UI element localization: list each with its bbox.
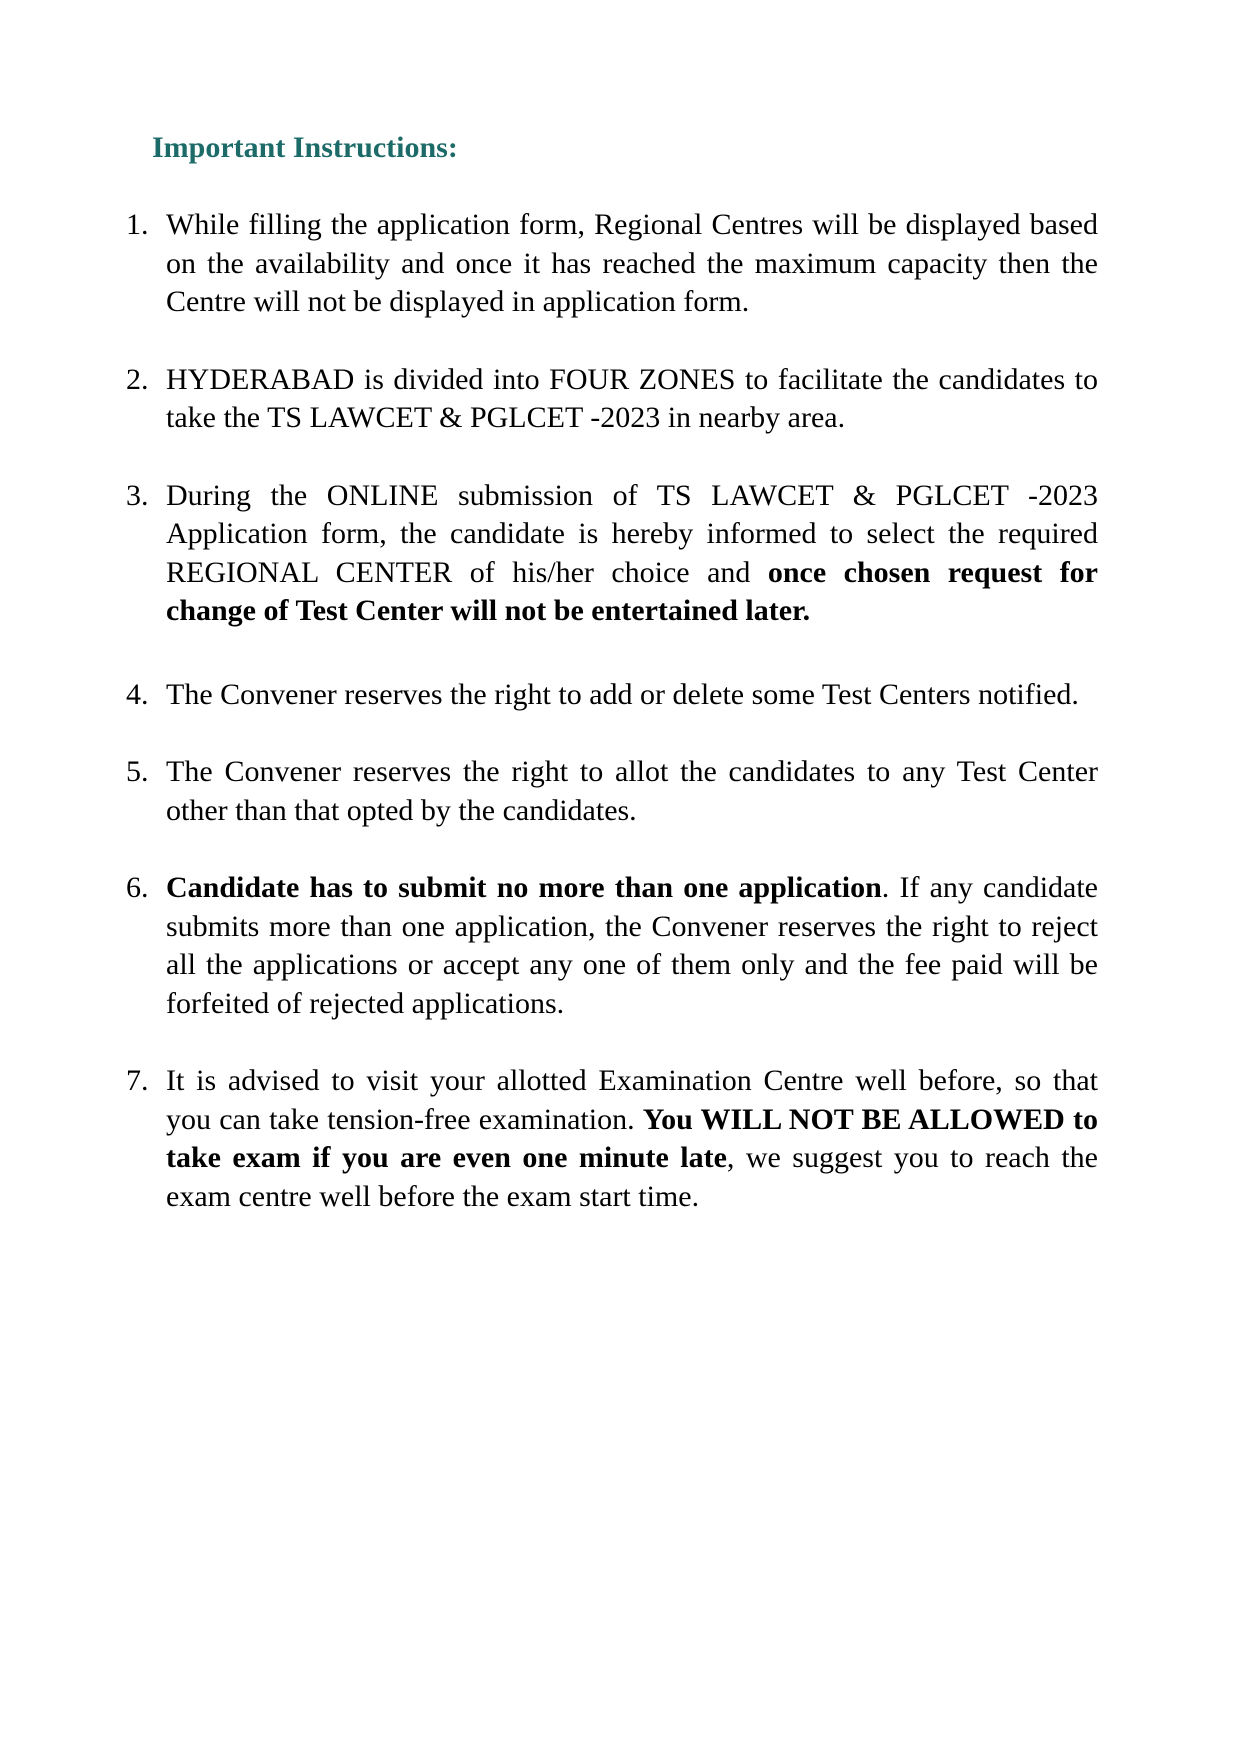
item-text	[166, 1062, 1098, 1216]
item-number: 1.	[126, 208, 149, 241]
instruction-item	[126, 869, 1098, 1023]
instruction-item	[126, 1062, 1098, 1216]
bold-text-run: Candidate has to submit no more than one application	[166, 871, 882, 904]
bold-text-run: You WILL NOT BE ALLOWED to take exam if you are even one minute late	[166, 1102, 1098, 1174]
instruction-item	[126, 753, 1098, 830]
text-run: While filling the application form, Regional Centres will be displayed based on the availability and once it has reached the maximum capacity then the Centre will not be displayed in application form.	[166, 208, 1098, 318]
instruction-list	[126, 206, 1098, 1216]
instruction-item	[126, 361, 1098, 438]
text-run: It is advised to visit your allotted Examination Centre well before, so that you can take tension-free examination.	[166, 1064, 1098, 1136]
item-text	[166, 869, 1098, 1023]
instruction-item	[126, 676, 1098, 715]
item-text	[166, 477, 1098, 631]
item-number: 6.	[126, 871, 149, 904]
item-text	[166, 206, 1098, 322]
instruction-item	[126, 477, 1098, 631]
item-text	[166, 361, 1098, 438]
item-number: 5.	[126, 755, 149, 788]
item-text	[166, 676, 1098, 715]
item-text	[166, 753, 1098, 830]
text-run: . If any candidate submits more than one application, the Convener reserves the right to reject all the applications or accept any one of them only and the fee paid will be forfeited of rejected applications.	[166, 871, 1098, 1020]
text-run: The Convener reserves the right to add or delete some Test Centers notified.	[166, 677, 1079, 711]
text-run: HYDERABAD is divided into FOUR ZONES to facilitate the candidates to take the TS LAWCET & PGLCET -2023 in nearby area.	[166, 362, 1098, 434]
text-run: The Convener reserves the right to allot the candidates to any Test Center other than that opted by the candidates.	[166, 755, 1098, 827]
item-number: 2.	[126, 362, 149, 396]
text-run: , we suggest you to reach the exam centre well before the exam start time.	[166, 1141, 1098, 1213]
page-heading: Important Instructions:	[152, 131, 458, 164]
instruction-item	[126, 206, 1098, 322]
text-run: During the ONLINE submission of TS LAWCET & PGLCET -2023 Application form, the candidate is hereby informed to select the required REGIONAL CENTER of his/her choice and	[166, 478, 1098, 589]
bold-text-run: once chosen request for change of Test Center will not be entertained later.	[166, 555, 1098, 627]
item-number: 4.	[126, 677, 149, 711]
item-number: 3.	[126, 478, 149, 512]
item-number: 7.	[126, 1064, 149, 1097]
